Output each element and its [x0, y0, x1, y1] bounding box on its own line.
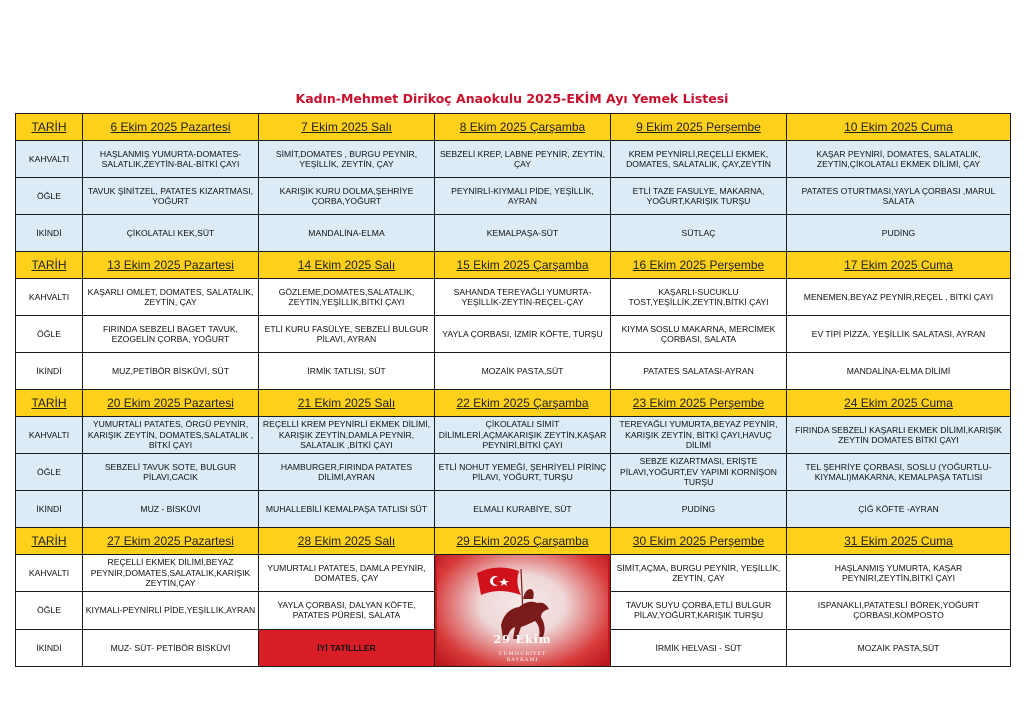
meal-cell: REÇELLİ EKMEK DİLİMİ,BEYAZ PEYNİR,DOMATES,SALATALIK,KARIŞIK ZEYTİN,ÇAY	[83, 555, 259, 592]
meal-cell: KEMALPAŞA-SÜT	[435, 215, 611, 252]
meal-cell: TAVUK ŞİNİTZEL, PATATES KIZARTMASI, YOĞURT	[83, 178, 259, 215]
meal-label-ikindi: İKİNDİ	[16, 353, 83, 390]
date-cell: 20 Ekim 2025 Pazartesi	[83, 390, 259, 417]
meal-cell: HAMBURGER,FIRINDA PATATES DİLİMİ,AYRAN	[259, 454, 435, 491]
date-cell: 23 Ekim 2025 Perşembe	[611, 390, 787, 417]
date-cell: 21 Ekim 2025 Salı	[259, 390, 435, 417]
meal-cell: KAŞAR PEYNİRİ, DOMATES, SALATALIK, ZEYTİN,ÇİKOLATALI EKMEK DİLİMİ, ÇAY	[787, 141, 1011, 178]
meal-cell: SÜTLAÇ	[611, 215, 787, 252]
meal-cell: YAYLA ÇORBASI, İZMİR KÖFTE, TURŞU	[435, 316, 611, 353]
meal-label-ikindi: İKİNDİ	[16, 629, 83, 666]
meal-cell: ETLİ TAZE FASULYE, MAKARNA, YOĞURT,KARIŞIK TURŞU	[611, 178, 787, 215]
meal-cell: YUMURTALI PATATES, ÖRGÜ PEYNİR, KARIŞIK ZEYTİN, DOMATES,SALATALIK , BİTKİ ÇAYI	[83, 417, 259, 454]
meal-cell: KAŞARLI OMLET, DOMATES, SALATALIK, ZEYTİN, ÇAY	[83, 279, 259, 316]
meal-cell: MOZAİK PASTA,SÜT	[435, 353, 611, 390]
date-cell: 8 Ekim 2025 Çarşamba	[435, 114, 611, 141]
meal-label-kahvalti: KAHVALTI	[16, 279, 83, 316]
meal-cell: MUZ - BİSKÜVİ	[83, 491, 259, 528]
meal-cell: SAHANDA TEREYAĞLI YUMURTA-YEŞİLLİK-ZEYTİN-REÇEL-ÇAY	[435, 279, 611, 316]
date-cell: 7 Ekim 2025 Salı	[259, 114, 435, 141]
meal-cell: TEREYAĞLI YUMURTA,BEYAZ PEYNİR, KARIŞIK ZEYTİN, BİTKİ ÇAYI,HAVUÇ DİLİMİ	[611, 417, 787, 454]
date-cell: 30 Ekim 2025 Perşembe	[611, 528, 787, 555]
meal-label-ogle: ÖĞLE	[16, 178, 83, 215]
date-cell: 17 Ekim 2025 Cuma	[787, 252, 1011, 279]
tarih-label: TARİH	[16, 114, 83, 141]
meal-label-ogle: ÖĞLE	[16, 592, 83, 629]
meal-cell: TAVUK SUYU ÇORBA,ETLİ BULGUR PİLAV,YOĞURT,KARIŞIK TURŞU	[611, 592, 787, 629]
meal-row-kahvalti	[16, 417, 1011, 454]
meal-label-ikindi: İKİNDİ	[16, 215, 83, 252]
date-cell: 31 Ekim 2025 Cuma	[787, 528, 1011, 555]
meal-cell: KREM PEYNİRLİ,REÇELLİ EKMEK, DOMATES, SALATALIK, ÇAY,ZEYTİN	[611, 141, 787, 178]
poster-title: 29 Ekim	[493, 633, 552, 646]
meal-cell: KAŞARLI-SUCUKLU TOST,YEŞİLLİK,ZEYTİN,BİTKİ ÇAYI	[611, 279, 787, 316]
meal-row-ikindi	[16, 491, 1011, 528]
meal-cell: ÇİKOLATALI SİMİT DİLİMLERİ,AÇMAKARIŞIK ZEYTİN,KAŞAR PEYNİRİ,BİTKİ ÇAYI	[435, 417, 611, 454]
meal-cell: MOZAİK PASTA,SÜT	[787, 629, 1011, 666]
meal-label-ikindi: İKİNDİ	[16, 491, 83, 528]
week-header-row	[16, 114, 1011, 141]
date-cell: 13 Ekim 2025 Pazartesi	[83, 252, 259, 279]
meal-cell: KIYMALI-PEYNİRLİ PİDE,YEŞİLLİK,AYRAN	[83, 592, 259, 629]
meal-cell: ÇİKOLATALI KEK,SÜT	[83, 215, 259, 252]
meal-cell: ISPANAKLI,PATATESLİ BÖREK,YOĞURT ÇORBASI,KOMPOSTO	[787, 592, 1011, 629]
tarih-label: TARİH	[16, 252, 83, 279]
poster-subtitle-1: CUMHURİYET	[498, 651, 547, 657]
date-cell: 22 Ekim 2025 Çarşamba	[435, 390, 611, 417]
meal-cell: İRMİK TATLISI, SÜT	[259, 353, 435, 390]
date-cell: 14 Ekim 2025 Salı	[259, 252, 435, 279]
meal-cell: HAŞLANMIŞ YUMURTA, KAŞAR PEYNİRİ,ZEYTİN,BİTKİ ÇAYI	[787, 555, 1011, 592]
tarih-label: TARİH	[16, 390, 83, 417]
meal-cell: SEBZE KIZARTMASI, ERİŞTE PİLAVI,YOĞURT,EV YAPIMI KORNİŞON TURŞU	[611, 454, 787, 491]
date-cell: 6 Ekim 2025 Pazartesi	[83, 114, 259, 141]
meal-row-ogle	[16, 316, 1011, 353]
meal-cell: MANDALİNA-ELMA	[259, 215, 435, 252]
meal-cell: SİMİT,AÇMA, BURGU PEYNİR, YEŞİLLİK, ZEYTİN, ÇAY	[611, 555, 787, 592]
meal-cell: ETLİ KURU FASÜLYE, SEBZELİ BULGUR PİLAVI, AYRAN	[259, 316, 435, 353]
meal-cell: YUMURTALI PATATES, DAMLA PEYNİR, DOMATES, ÇAY	[259, 555, 435, 592]
meal-row-ogle	[16, 454, 1011, 491]
date-cell: 15 Ekim 2025 Çarşamba	[435, 252, 611, 279]
meal-cell: KARIŞIK KURU DOLMA,ŞEHRİYE ÇORBA,YOĞURT	[259, 178, 435, 215]
meal-row-kahvalti	[16, 279, 1011, 316]
meal-row-ogle	[16, 178, 1011, 215]
poster-subtitle-2: BAYRAMI	[506, 657, 539, 663]
tarih-label: TARİH	[16, 528, 83, 555]
meal-cell: SEBZELİ TAVUK SOTE, BULGUR PİLAVI,CACIK	[83, 454, 259, 491]
meal-cell: PUDİNG	[787, 215, 1011, 252]
meal-cell: YAYLA ÇORBASI, DALYAN KÖFTE, PATATES PÜRESİ, SALATA	[259, 592, 435, 629]
meal-cell: MUZ,PETİBÖR BİSKÜVİ, SÜT	[83, 353, 259, 390]
republic-day-poster	[435, 555, 611, 667]
meal-row-ikindi	[16, 353, 1011, 390]
meal-label-kahvalti: KAHVALTI	[16, 555, 83, 592]
meal-row-kahvalti	[16, 141, 1011, 178]
meal-cell: MUHALLEBİLİ KEMALPAŞA TATLISI SÜT	[259, 491, 435, 528]
meal-cell: ELMALI KURABİYE, SÜT	[435, 491, 611, 528]
holiday-cell: İYİ TATİLLLER	[259, 629, 435, 666]
meal-cell: HAŞLANMIŞ YUMURTA-DOMATES-SALATLIK,ZEYTİN-BAL-BİTKİ ÇAYI	[83, 141, 259, 178]
date-cell: 24 Ekim 2025 Cuma	[787, 390, 1011, 417]
meal-label-ogle: ÖĞLE	[16, 316, 83, 353]
meal-cell: TEL ŞEHRİYE ÇORBASI, SOSLU (YOĞURTLU-KIYMALI)MAKARNA, KEMALPAŞA TATLISI	[787, 454, 1011, 491]
meal-cell: EV TİPİ PİZZA, YEŞİLLİK SALATASI, AYRAN	[787, 316, 1011, 353]
meal-row-kahvalti	[16, 555, 1011, 592]
meal-cell: REÇELLİ KREM PEYNİRLİ EKMEK DİLİMİ, KARIŞIK ZEYTİN,DAMLA PEYNİR, SALATALIK ,BİTKİ ÇAYI	[259, 417, 435, 454]
meal-cell: SEBZELİ KREP, LABNE PEYNİR, ZEYTİN, ÇAY	[435, 141, 611, 178]
menu-table	[15, 113, 1011, 667]
meal-cell: GÖZLEME,DOMATES,SALATALIK, ZEYTİN,YEŞİLLİK,BİTKİ ÇAYI	[259, 279, 435, 316]
meal-cell: İRMİK HELVASI - SÜT	[611, 629, 787, 666]
meal-cell: PATATES SALATASI-AYRAN	[611, 353, 787, 390]
date-cell: 9 Ekim 2025 Perşembe	[611, 114, 787, 141]
meal-label-ogle: ÖĞLE	[16, 454, 83, 491]
date-cell: 16 Ekim 2025 Perşembe	[611, 252, 787, 279]
page-title: Kadın-Mehmet Dirikoç Anaokulu 2025-EKİM Ayı Yemek Listesi	[295, 91, 729, 106]
meal-cell: KIYMA SOSLU MAKARNA, MERCİMEK ÇORBASI, SALATA	[611, 316, 787, 353]
week-header-row	[16, 390, 1011, 417]
week-header-row	[16, 252, 1011, 279]
meal-cell: MUZ- SÜT- PETİBÖR BİSKÜVİ	[83, 629, 259, 666]
date-cell: 28 Ekim 2025 Salı	[259, 528, 435, 555]
meal-cell: FIRINDA SEBZELİ KAŞARLI EKMEK DİLİMİ,KARIŞIK ZEYTİN DOMATES BİTKİ ÇAYI	[787, 417, 1011, 454]
meal-cell: MANDALİNA-ELMA DİLİMİ	[787, 353, 1011, 390]
meal-cell: PEYNİRLİ-KIYMALI PİDE, YEŞİLLİK, AYRAN	[435, 178, 611, 215]
date-cell: 27 Ekim 2025 Pazartesi	[83, 528, 259, 555]
meal-label-kahvalti: KAHVALTI	[16, 417, 83, 454]
date-cell: 29 Ekim 2025 Çarşamba	[435, 528, 611, 555]
meal-row-ikindi	[16, 215, 1011, 252]
meal-cell: PATATES OTURTMASI,YAYLA ÇORBASI ,MARUL SALATA	[787, 178, 1011, 215]
meal-label-kahvalti: KAHVALTI	[16, 141, 83, 178]
meal-cell: PUDİNG	[611, 491, 787, 528]
meal-cell: SİMİT,DOMATES , BURGU PEYNİR, YEŞİLLİK, ZEYTİN, ÇAY	[259, 141, 435, 178]
week-header-row	[16, 528, 1011, 555]
meal-cell: FIRINDA SEBZELİ BAGET TAVUK, EZOGELİN ÇORBA, YOĞURT	[83, 316, 259, 353]
meal-cell: ETLİ NOHUT YEMEĞİ, ŞEHRİYELİ PİRİNÇ PİLAVI, YOĞURT, TURŞU	[435, 454, 611, 491]
meal-cell: MENEMEN,BEYAZ PEYNİR,REÇEL , BİTKİ ÇAYI	[787, 279, 1011, 316]
date-cell: 10 Ekim 2025 Cuma	[787, 114, 1011, 141]
meal-cell: ÇİĞ KÖFTE -AYRAN	[787, 491, 1011, 528]
